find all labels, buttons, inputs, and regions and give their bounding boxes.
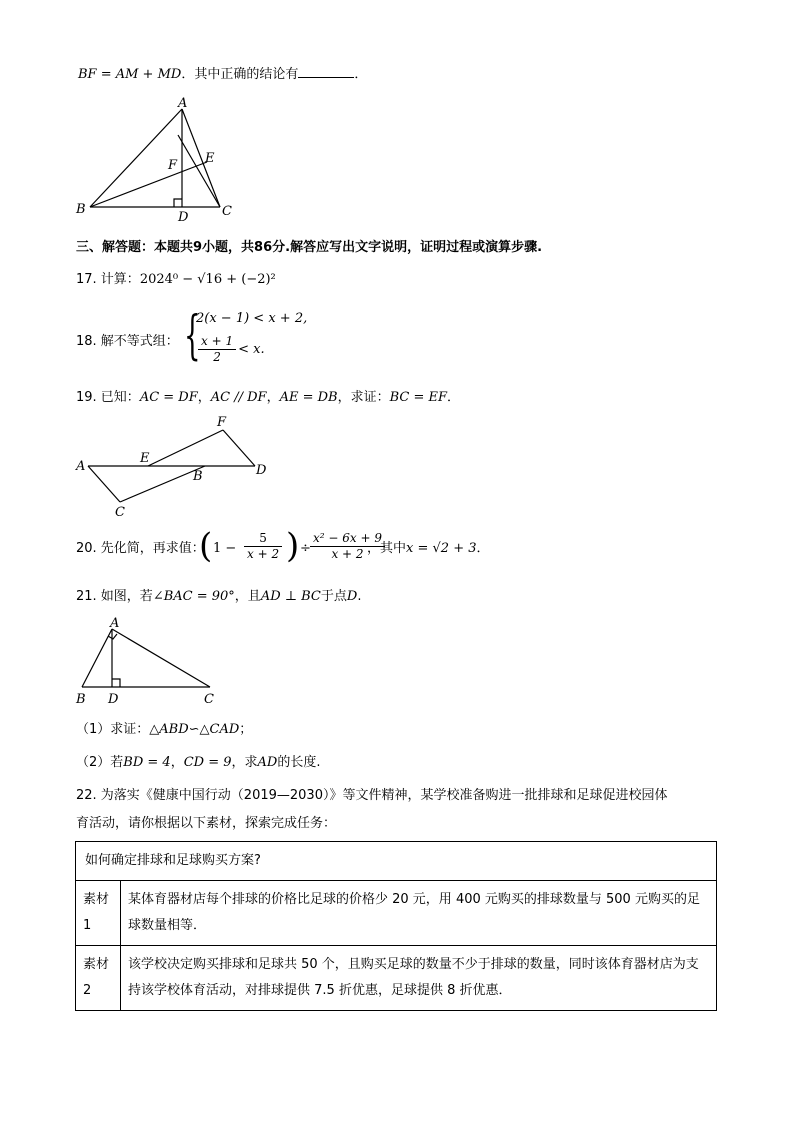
figure-triangle-1 [70,95,250,225]
label-A2: A [76,459,86,474]
label-D: D [178,210,189,225]
label-C: C [222,204,232,219]
question-21-part2 [76,755,320,771]
answer-blank [298,65,354,78]
q18-numerator: x + 1 [198,334,236,350]
label-E: E [205,151,215,166]
table-row [76,946,717,1011]
q21-2-ad: AD [257,755,278,770]
label-F: F [168,158,178,173]
q20-rparen: ) [286,526,300,566]
question-17 [76,272,276,288]
q17-expression: 2024⁰ − √16 + (−2)² [139,272,276,287]
q20-div: ÷ [300,541,311,556]
table-row-text: 该学校决定购买排球和足球共 50 个，且购买足球的数量不少于排球的数量，同时该体育器材店为支持该学校体育活动，对排球提供 7.5 折优惠，足球提供 8 折优惠． [121,946,717,1011]
q19-prefix: 19. 已知： [76,390,140,405]
top-text: ．其中正确的结论有 [181,67,299,82]
q20-xval: x = √2 + 3 [406,541,477,556]
q21-2-prefix: （2）若 [76,755,124,770]
q19-sep2: ， [266,390,280,405]
table-row-label: 素材2 [76,946,121,1011]
q21-1-expr: △ABD∽△CAD [149,722,240,737]
q21-point: D [346,589,358,604]
top-line [78,65,367,83]
q19-prove: ，求证： [337,390,390,405]
q21-prefix: 21. 如图，若 [76,589,153,604]
q18-denominator: 2 [213,350,221,364]
q21-2-bd: BD = 4 [123,755,171,770]
question-19 [76,390,460,406]
q21-2-sep: ， [170,755,184,770]
table-row-text: 某体育器材店每个排球的价格比足球的价格少 20 元，用 400 元购买的排球数量与 500 元购买的足球数量相等． [121,881,717,946]
label-A: A [178,96,188,111]
q19-cond1: AC = DF [139,390,198,405]
q21-2-end: 的长度. [277,755,321,770]
q17-prefix: 17. 计算： [76,272,140,287]
label-C3: C [204,692,214,707]
q20-frac1 [242,531,284,562]
label-E2: E [140,451,150,466]
table-header: 如何确定排球和足球购买方案? [76,842,717,881]
q21-1-prefix: （1）求证： [76,722,150,737]
question-21-part1 [76,722,252,738]
q22-line1: 22. 为落实《健康中国行动（2019—2030）》等文件精神，某学校准备购进一批排球和足球促进校园体 [76,788,668,803]
table-header-row [76,842,717,881]
label-B3: B [76,692,86,707]
q21-tail: 于点 [320,589,347,604]
q21-2-cd: CD = 9 [183,755,232,770]
label-D2: D [256,463,267,478]
materials-table [75,841,717,1011]
q19-end: ． [447,390,461,405]
q20-prefix: 20. 先化简，再求值： [76,541,205,556]
q18-rest: < x. [238,342,265,357]
q18-brace: { [184,306,201,366]
label-F2: F [217,415,227,430]
label-D3: D [108,692,119,707]
q19-sep1: ， [197,390,211,405]
q20-den2: x + 2 [331,547,364,561]
q20-one: 1 − [213,541,237,556]
top-formula: BF = AM + MD [78,67,182,82]
q21-perp: AD ⊥ BC [260,589,321,604]
label-A3: A [110,616,120,631]
figure-quadrilateral [70,410,280,520]
label-B2: B [193,469,203,484]
q19-cond2: AC // DF [210,390,267,405]
q21-1-end: ； [239,722,253,737]
question-21 [76,589,361,605]
q20-num2: x² − 6x + 9 [310,531,385,547]
q21-end: . [357,589,362,604]
q20-tail [367,541,490,557]
table-row [76,881,717,946]
q21-2-tail: ，求 [231,755,258,770]
q20-den1: x + 2 [247,547,280,561]
section-heading: 三、解答题：本题共9小题，共86分.解答应写出文字说明，证明过程或演算步骤. [76,240,543,255]
figure-right-triangle [70,615,230,710]
q18-prefix: 18. 解不等式组： [76,334,179,349]
label-C2: C [115,505,125,520]
q18-line2 [196,334,265,365]
q18-line1: 2(x − 1) < x + 2, [196,311,308,326]
label-B: B [76,202,86,217]
q20-where: ，其中 [367,541,407,556]
q22-line2: 育活动，请你根据以下素材，探索完成任务： [76,816,337,831]
q21-angle: ∠BAC = 90° [152,589,235,604]
q21-mid: ，且 [234,589,261,604]
q20-end: ． [476,541,490,556]
q19-cond3: AE = DB [279,390,338,405]
q20-num1: 5 [244,531,282,547]
q19-goal: BC = EF [389,390,448,405]
table-row-label: 素材1 [76,881,121,946]
q20-lparen: ( [199,526,213,566]
top-end: ． [354,67,368,82]
